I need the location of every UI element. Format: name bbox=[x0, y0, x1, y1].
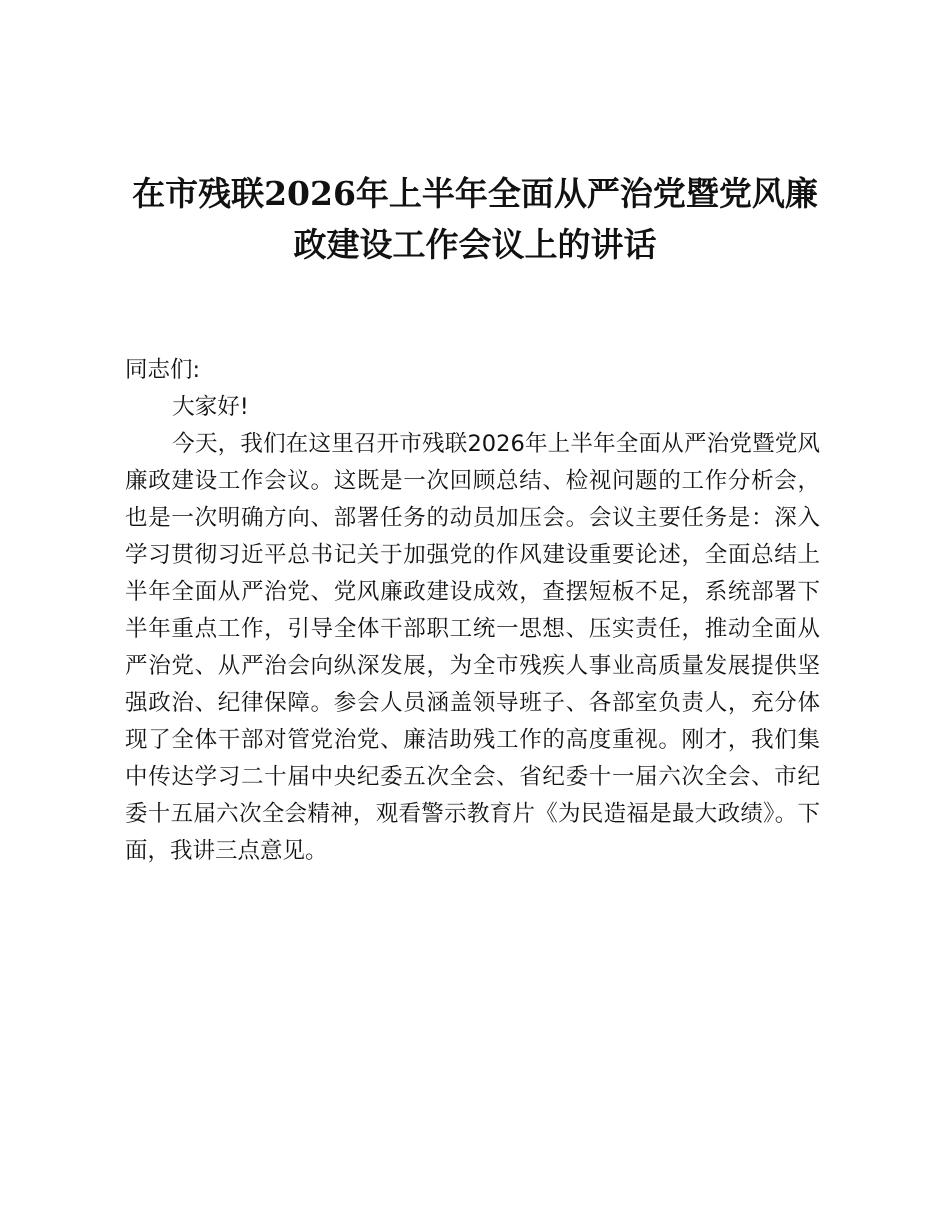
greeting: 大家好! bbox=[172, 394, 249, 420]
title-line-2: 政建设工作会议上的讲话 bbox=[293, 225, 657, 264]
document-title bbox=[90, 168, 860, 270]
salutation: 同志们: bbox=[125, 357, 201, 383]
title-line-1: 在市残联2026年上半年全面从严治党暨党风廉 bbox=[132, 174, 818, 213]
body-paragraph: 今天，我们在这里召开市残联2026年上半年全面从严治党暨党风廉政建设工作会议。这既是一次回顾总结、检视问题的工作分析会，也是一次明确方向、部署任务的动员加压会。会议主要任务是：深入学习贯彻习近平总书记关于加强党的作风建设重要论述，全面总结上半年全面从严治党、党风廉政建设成效，查摆短板不足，系统部署下半年重点工作，引导全体干部职工统一思想、压实责任，推动全面从严治党、从严治会向纵深发展，为全市残疾人事业高质量发展提供坚强政治、纪律保障。参会人员涵盖领导班子、各部室负责人，充分体现了全体干部对管党治党、廉洁助残工作的高度重视。刚才，我们集中传达学习二十届中央纪委五次全会、省纪委十一届六次全会、市纪委十五届六次全会精神，观看警示教育片《为民造福是最大政绩》。下面，我讲三点意见。 bbox=[125, 431, 820, 864]
document-body bbox=[125, 352, 820, 870]
